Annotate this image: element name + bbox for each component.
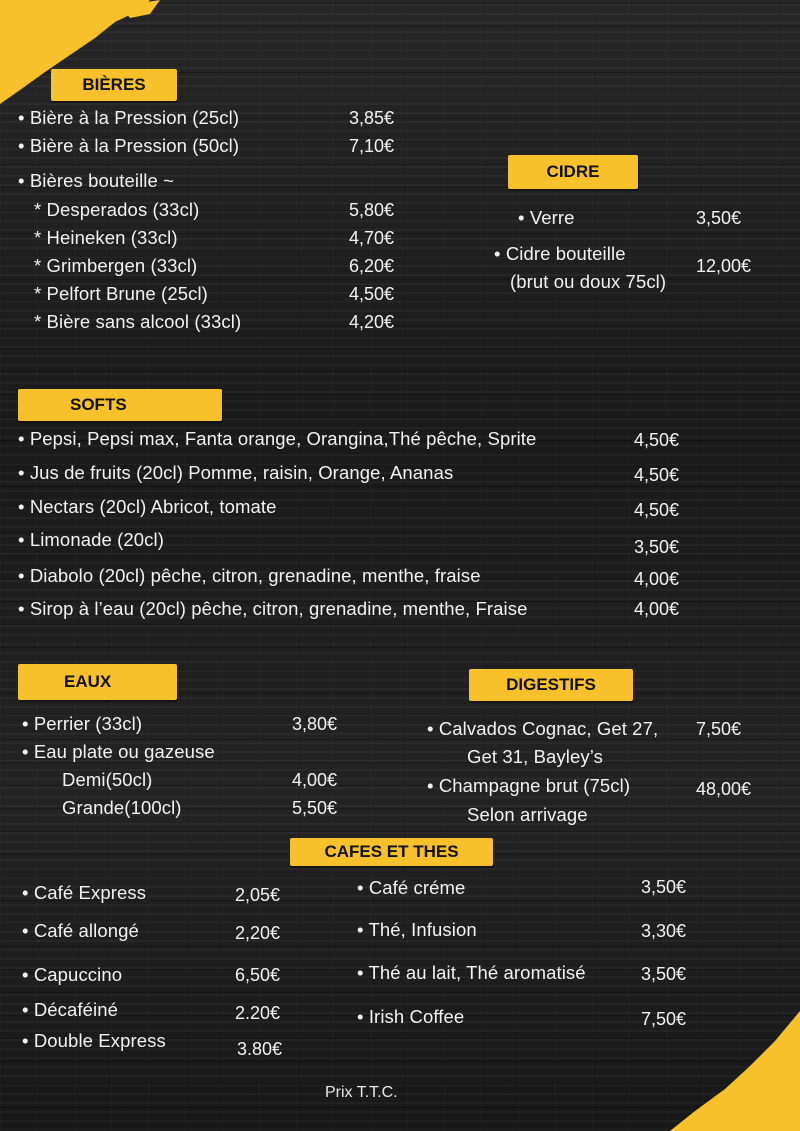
menu-item-label: • Cidre bouteille: [494, 243, 626, 264]
section-title-cidre: CIDRE: [508, 155, 638, 189]
menu-item-label: Grande(100cl): [62, 797, 182, 818]
menu-item-label: • Irish Coffee: [357, 1006, 465, 1027]
menu-item-label: • Bière à la Pression (25cl): [18, 107, 240, 128]
menu-item-label: • Nectars (20cl) Abricot, tomate: [18, 496, 277, 517]
menu-item-price: 4,50€: [634, 430, 680, 450]
menu-item-label: • Thé au lait, Thé aromatisé: [357, 962, 586, 983]
menu-item-label: • Calvados Cognac, Get 27,: [427, 718, 659, 739]
menu-item-price: 3,85€: [349, 108, 395, 128]
menu-item-price: 3,50€: [641, 877, 687, 897]
menu-item-label: * Grimbergen (33cl): [34, 255, 198, 276]
menu-item-label: Demi(50cl): [62, 769, 153, 790]
menu-item-price: 4,70€: [349, 228, 395, 248]
menu-item-label: * Desperados (33cl): [34, 199, 200, 220]
menu-item-price: 4,50€: [634, 500, 680, 520]
section-title-eaux: EAUX: [18, 664, 177, 700]
menu-item-label: • Jus de fruits (20cl) Pomme, raisin, Orange, Ananas: [18, 462, 454, 483]
menu-item-price: 4,20€: [349, 312, 395, 332]
brush-stroke-bottom-right: [650, 1011, 800, 1131]
menu-item-price: 48,00€: [696, 779, 752, 799]
subsection-header: • Bières bouteille ~: [18, 170, 175, 191]
menu-item-label: * Bière sans alcool (33cl): [34, 311, 242, 332]
menu-item-price: 3,50€: [696, 208, 742, 228]
menu-item-label: • Café allongé: [22, 920, 139, 941]
menu-item-price: 6,50€: [235, 965, 281, 985]
menu-item-label-line2: Get 31, Bayley’s: [467, 746, 603, 767]
menu-item-price: 3,50€: [634, 537, 680, 557]
menu-item-price: 4,00€: [292, 770, 338, 790]
menu-item-price: 3,80€: [292, 714, 338, 734]
menu-item-price: 7,10€: [349, 136, 395, 156]
menu-item-price: 5,50€: [292, 798, 338, 818]
section-title-softs: SOFTS: [18, 389, 222, 421]
menu-item-price: 3,30€: [641, 921, 687, 941]
menu-item-price: 4,50€: [634, 465, 680, 485]
menu-item-label: • Verre: [518, 207, 575, 228]
menu-item-price: 5,80€: [349, 200, 395, 220]
section-title-cafes: CAFES ET THES: [290, 838, 493, 866]
section-title-digestifs: DIGESTIFS: [469, 669, 633, 701]
menu-item-price: 6,20€: [349, 256, 395, 276]
menu-item-label: * Heineken (33cl): [34, 227, 178, 248]
menu-item-label: • Sirop à l’eau (20cl) pêche, citron, grenadine, menthe, Fraise: [18, 598, 528, 619]
section-title-bieres: BIÈRES: [51, 69, 177, 101]
menu-item-label: • Café Express: [22, 882, 147, 903]
menu-item-price: 2,05€: [235, 885, 281, 905]
price-footnote: Prix T.T.C.: [325, 1084, 398, 1101]
menu-item-price: 7,50€: [696, 719, 742, 739]
menu-item-price: 3,50€: [641, 964, 687, 984]
menu-item-label: • Double Express: [22, 1030, 166, 1051]
menu-item-label: • Capuccino: [22, 964, 123, 985]
menu-item-label-line2: (brut ou doux 75cl): [510, 271, 667, 292]
menu-item-label: • Thé, Infusion: [357, 919, 477, 940]
menu-item-price: 2.20€: [235, 1003, 281, 1023]
menu-item-label: • Perrier (33cl): [22, 713, 143, 734]
menu-item-price: 4,00€: [634, 569, 680, 589]
menu-item-price: 7,50€: [641, 1009, 687, 1029]
menu-item-label: • Café créme: [357, 877, 466, 898]
menu-item-label: • Bière à la Pression (50cl): [18, 135, 240, 156]
menu-item-label: • Pepsi, Pepsi max, Fanta orange, Orangina,Thé pêche, Sprite: [18, 428, 537, 449]
menu-item-price: 3.80€: [237, 1039, 283, 1059]
menu-item-price: 4,50€: [349, 284, 395, 304]
menu-item-price: 2,20€: [235, 923, 281, 943]
menu-item-price: 4,00€: [634, 599, 680, 619]
menu-item-label: * Pelfort Brune (25cl): [34, 283, 208, 304]
menu-item-price: 12,00€: [696, 256, 752, 276]
menu-item-label: • Limonade (20cl): [18, 529, 164, 550]
menu-item-label: • Champagne brut (75cl): [427, 775, 631, 796]
subsection-header: • Eau plate ou gazeuse: [22, 741, 215, 762]
menu-item-label: • Diabolo (20cl) pêche, citron, grenadine, menthe, fraise: [18, 565, 481, 586]
menu-item-label-line2: Selon arrivage: [467, 804, 588, 825]
menu-item-label: • Décaféiné: [22, 999, 119, 1020]
